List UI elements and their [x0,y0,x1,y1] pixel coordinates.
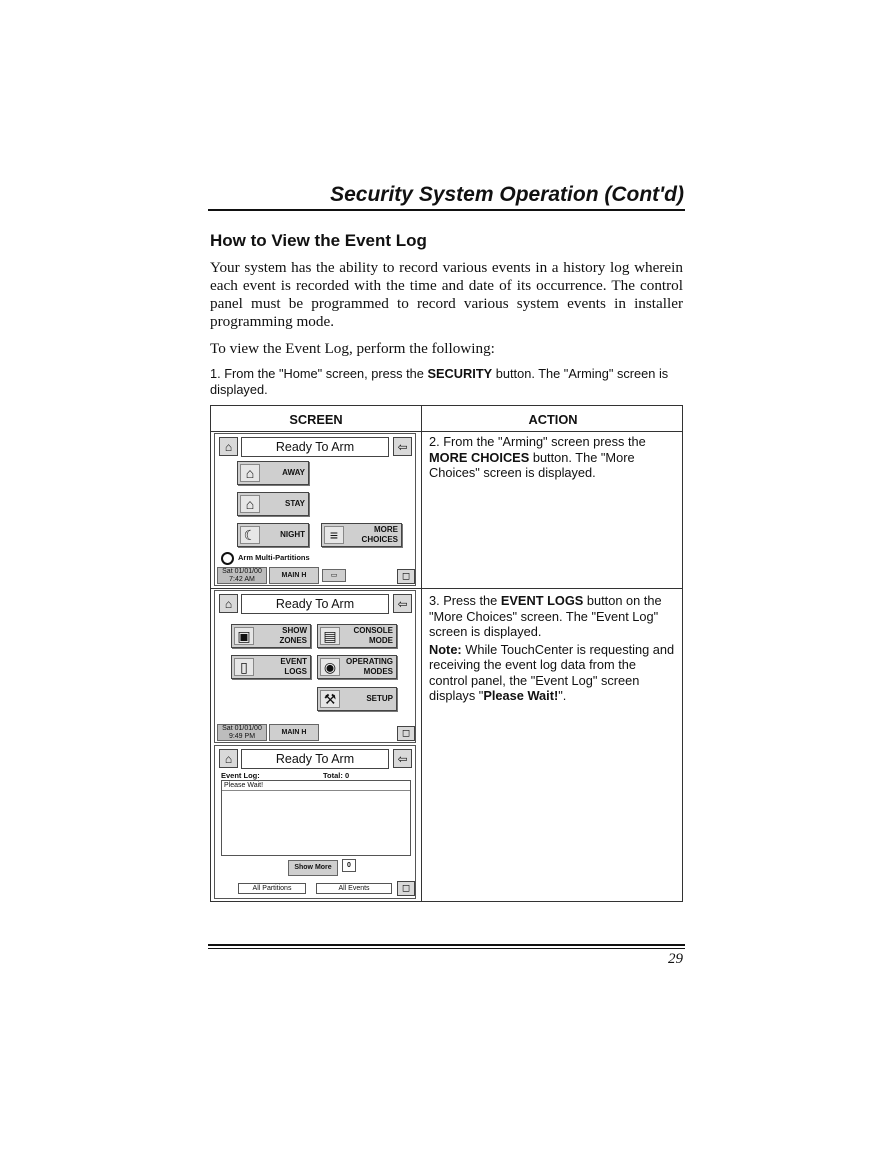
header-action: ACTION [528,412,578,427]
house-icon[interactable]: ⌂ [219,749,238,768]
status-time: 9:49 PM [228,733,256,740]
step-1-suffix: button. The "Arming" screen is displayed. [210,366,669,397]
note-label: Note: [429,641,462,657]
show-more-button[interactable]: Show More [288,860,338,876]
instruction-table [210,405,683,902]
keypad-icon: ▤ [320,627,340,645]
main-house-button[interactable]: MAIN H [269,724,319,741]
please-wait-row: Please Wait! [222,781,410,791]
setup-label: SETUP [366,694,393,703]
date-time-display [217,724,267,741]
table-header-rule [211,431,682,432]
section-title: Security System Operation (Cont'd) [330,183,684,206]
console-mode-button[interactable] [317,624,397,648]
back-arrow-icon[interactable]: ⇦ [393,594,412,613]
house-icon[interactable]: ⌂ [219,594,238,613]
date-time-display [217,567,267,584]
intro-paragraph: Your system has the ability to record various events in a history log wherein each event is recorded with the time and date of its occurrence. The control panel must be programmed to record various system events in installer programming mode. [210,259,683,330]
status-time: 7:42 AM [229,576,255,583]
more-choices-button[interactable] [321,523,402,547]
step-1-bold: SECURITY [427,366,493,381]
stay-house-icon: ⌂ [240,495,260,513]
multi-partition-radio[interactable] [221,552,234,565]
count-field: 0 [342,859,356,872]
action-3-bold: EVENT LOGS [500,593,584,608]
event-log-title: Ready To Arm [241,749,389,769]
total-value: 0 [344,771,350,780]
battery-icon: ▭ [322,569,346,582]
back-arrow-icon[interactable]: ⇦ [393,437,412,456]
page-corner-icon[interactable]: ◻ [397,569,415,584]
total-count [323,771,349,780]
table-row-rule [211,588,682,589]
arming-screen [214,433,416,586]
main-house-button[interactable]: MAIN H [269,567,319,584]
back-arrow-icon[interactable]: ⇦ [393,749,412,768]
all-partitions-selector[interactable]: All Partitions [238,883,306,894]
intro-instruction: To view the Event Log, perform the following: [210,340,495,357]
more-choices-title: Ready To Arm [241,594,389,614]
away-label: AWAY [282,468,305,477]
header-screen: SCREEN [289,412,343,427]
operating-modes-button[interactable] [317,655,397,679]
night-button[interactable] [237,523,309,547]
stay-button[interactable] [237,492,309,516]
show-zones-label: SHOW ZONES [279,626,307,645]
cube-icon: ▣ [234,627,254,645]
note-a: While TouchCenter is requesting and receiving the event log data from the control panel, the "Event Log" screen displays " [429,641,675,703]
wrench-icon: ⚒ [320,690,340,708]
away-house-icon: ⌂ [240,464,260,482]
list-plus-icon: ≡ [324,526,344,544]
more-choices-label: MORE CHOICES [361,525,398,544]
action-3-c: button on the "More Choices" screen. The "Event Log" screen is displayed. [429,593,662,639]
console-mode-label: CONSOLE MODE [353,626,393,645]
show-zones-button[interactable] [231,624,311,648]
away-button[interactable] [237,461,309,485]
page-number: 29 [668,951,683,967]
status-date: Sat 01/01/00 [222,568,262,575]
arming-title: Ready To Arm [241,437,389,457]
footer-rule-thin [208,948,685,949]
stay-label: STAY [284,499,305,508]
action-step-3 [429,593,677,704]
page-corner-icon[interactable]: ◻ [397,726,415,741]
step-1-prefix: 1. From the "Home" screen, press the [210,366,428,381]
action-2-a: 2. From the "Arming" screen press the [429,434,646,449]
document-icon: ▯ [234,658,254,676]
note-c: ". [558,688,567,703]
setup-button[interactable] [317,687,397,711]
footer-rule [208,944,685,946]
house-icon[interactable]: ⌂ [219,437,238,456]
all-events-selector[interactable]: All Events [316,883,392,894]
status-date: Sat 01/01/00 [222,725,262,732]
total-label: Total: [323,771,343,780]
section-heading: How to View the Event Log [210,231,427,250]
title-rule [208,209,685,211]
table-divider [421,406,422,901]
event-logs-label: EVENT LOGS [280,657,307,676]
night-label: NIGHT [280,530,305,539]
event-log-label: Event Log: [221,771,260,780]
action-2-bold: MORE CHOICES [429,449,530,465]
more-choices-screen [214,590,416,743]
page-corner-icon[interactable]: ◻ [397,881,415,896]
dial-icon: ◉ [320,658,340,676]
event-log-list[interactable] [221,780,411,856]
note-bold: Please Wait! [483,688,559,703]
step-1 [210,366,684,397]
event-log-screen [214,745,416,899]
action-3-a: 3. Press the [429,593,501,608]
action-step-2 [429,434,677,481]
night-house-icon: ☾ [240,526,260,544]
operating-modes-label: OPERATING MODES [346,657,393,676]
event-logs-button[interactable] [231,655,311,679]
action-2-c: button. The "More Choices" screen is displayed. [429,449,635,480]
multi-partition-label: Arm Multi-Partitions [238,553,310,562]
